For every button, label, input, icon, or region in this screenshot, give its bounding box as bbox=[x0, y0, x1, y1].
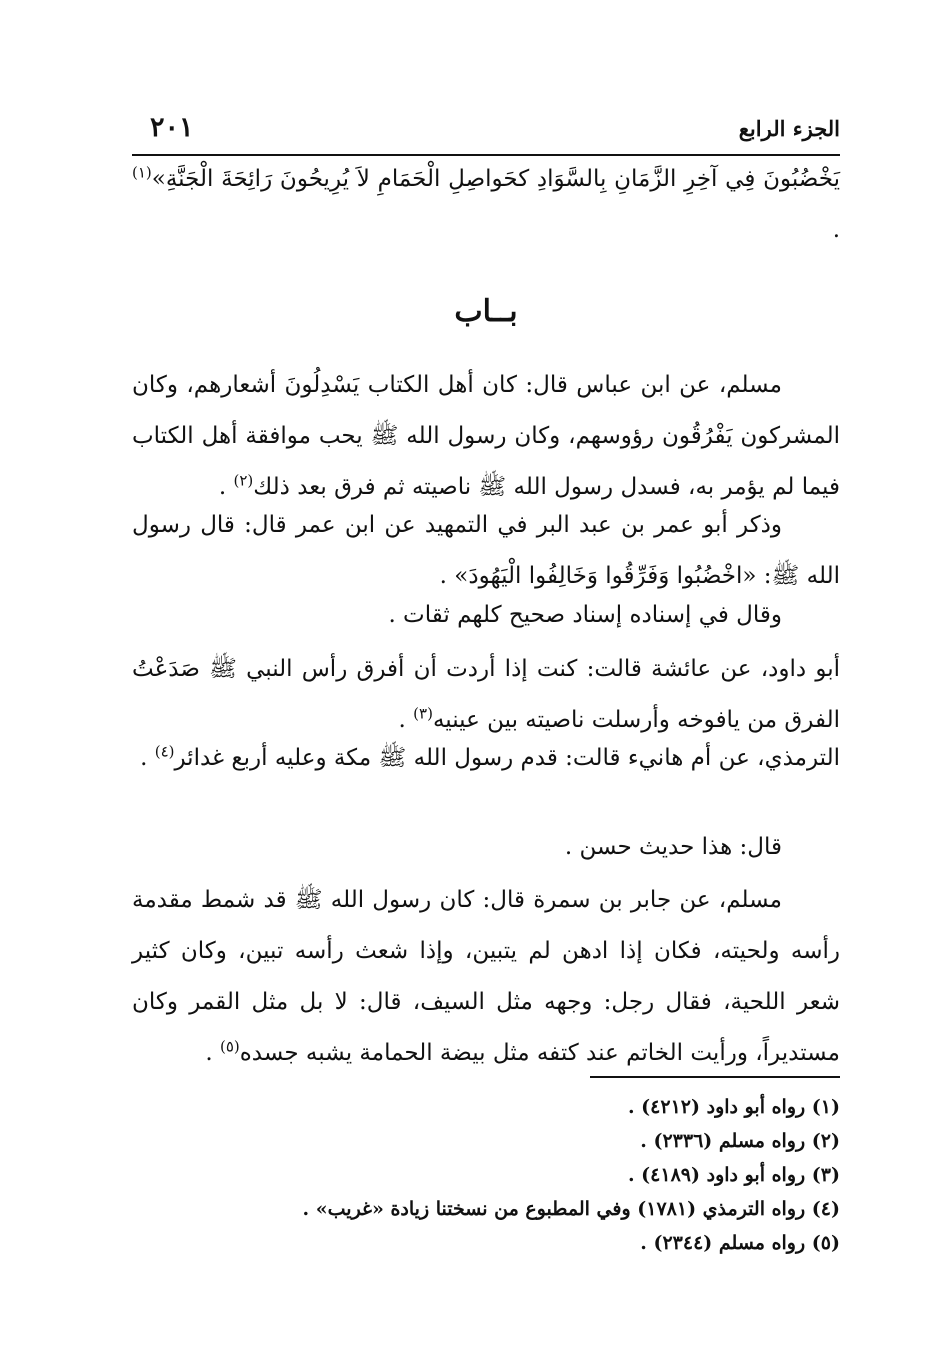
footnote-divider bbox=[590, 1076, 840, 1078]
footnote-ref: (٥) bbox=[219, 1037, 240, 1056]
footnote-3: (٣) رواه أبو داود (٤١٨٩) . bbox=[627, 1164, 840, 1186]
paragraph-7: مسلم، عن جابر بن سمرة قال: كان رسول الله ﷺ قد شمط مقدمة رأسه ولحيته، فكان إذا ادهن لم يتبين، وإذا شعث رأسه تبين، وكان كثير شعر اللحية، فقال رجل: وجهه مثل السيف، قال: لا بل مثل القمر وكان مستديراً، ورأيت الخاتم عند كتفه مثل بيضة الحمامة يشبه جسده$^{(٥)}$ . bbox=[132, 887, 840, 1066]
footnotes bbox=[132, 1090, 840, 1260]
footnote-ref: (٣) bbox=[413, 704, 433, 723]
carryover-paragraph: يَخْضُبُونَ فِي آخِرِ الزَّمَانِ بِالسَّوَادِ كحَواصِلِ الْحَمَامِ لاَ يُرِيحُونَ رَائِحَةَ الْجَنَّةِ»$^{(١)}$ . bbox=[132, 163, 840, 243]
footnote-ref: (١) bbox=[132, 163, 152, 182]
footnote-ref: (٢) bbox=[233, 471, 254, 490]
page-number: ٢٠١ bbox=[150, 112, 194, 143]
paragraph-6: قال: هذا حديث حسن . bbox=[564, 834, 782, 860]
page-header bbox=[132, 110, 840, 156]
footnote-ref: (٤) bbox=[154, 742, 175, 761]
paragraph-4: أبو داود، عن عائشة قالت: كنت إذا أردت أن أفرق رأس النبي ﷺ صَدَعْتُ الفرق من يافوخه وأرسلت ناصيته بين عينيه$^{(٣)}$ . bbox=[132, 656, 840, 733]
paragraph-3: وقال في إسناده إسناد صحيح كلهم ثقات . bbox=[388, 602, 782, 628]
footnote-5: (٥) رواه مسلم (٢٣٤٤) . bbox=[640, 1232, 840, 1254]
paragraph-5: الترمذي، عن أم هانيء قالت: قدم رسول الله ﷺ مكة وعليه أربع غدائر$^{(٤)}$ . bbox=[140, 742, 840, 771]
footnote-2: (٢) رواه مسلم (٢٣٣٦) . bbox=[640, 1130, 840, 1152]
paragraph-1: مسلم، عن ابن عباس قال: كان أهل الكتاب يَسْدِلُونَ أشعارهم، وكان المشركون يَفْرُقُون رؤوسهم، وكان رسول الله ﷺ يحب موافقة أهل الكتاب فيما لم يؤمر به، فسدل رسول الله ﷺ ناصيته ثم فرق بعد ذلك$^{(٢)}$ . bbox=[132, 372, 840, 500]
footnote-4: (٤) رواه الترمذي (١٧٨١) وفي المطبوع من نسختنا زيادة «غريب» . bbox=[302, 1198, 840, 1220]
paragraph-2: وذكر أبو عمر بن عبد البر في التمهيد عن ابن عمر قال: قال رسول الله ﷺ: «اخْضُبُوا وَفَرِّقُوا وَخَالِفُوا الْيَهُودَ» . bbox=[132, 512, 840, 589]
footnote-1: (١) رواه أبو داود (٤٢١٢) . bbox=[627, 1096, 840, 1118]
section-title: بــاب bbox=[454, 294, 518, 329]
running-title: الجزء الرابع bbox=[738, 116, 840, 141]
